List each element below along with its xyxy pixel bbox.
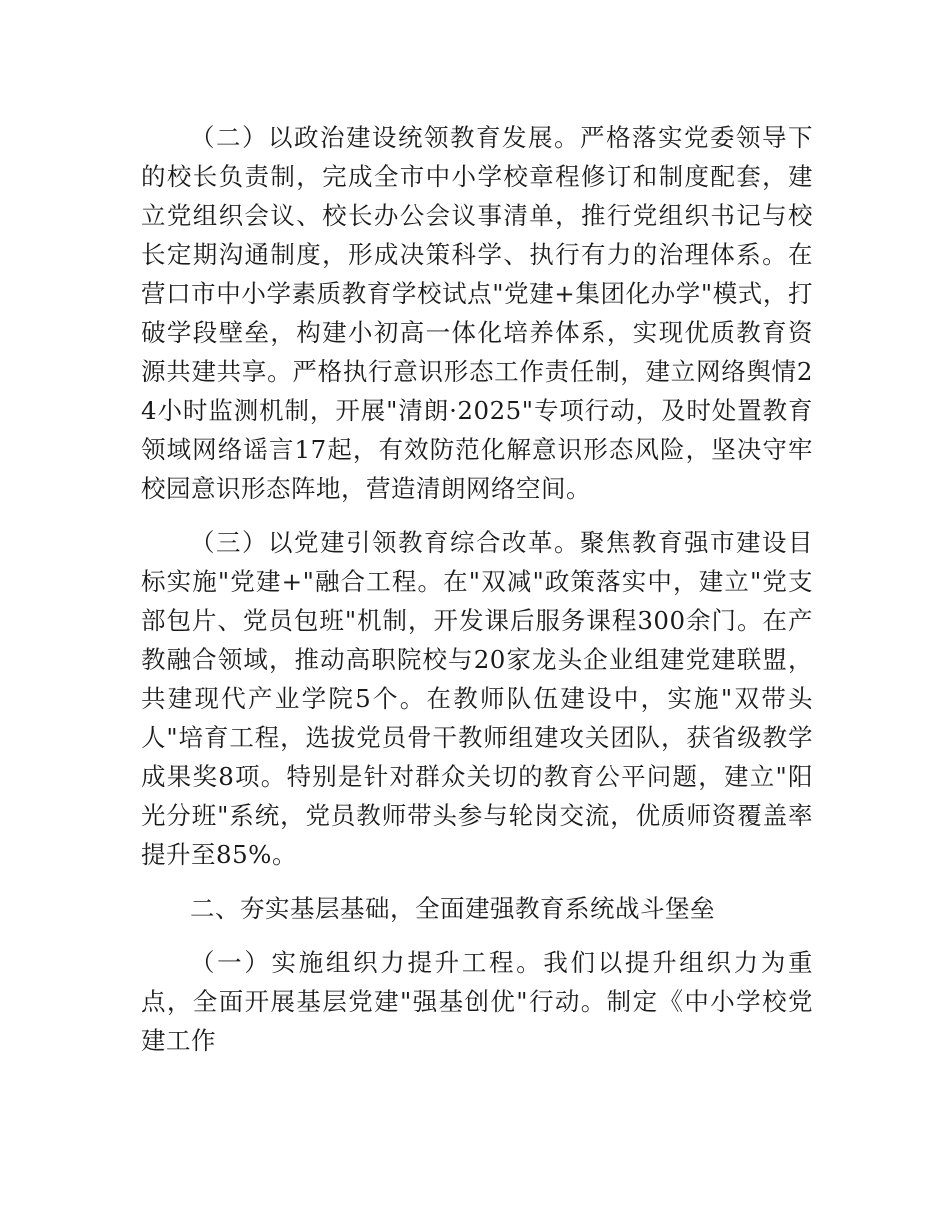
section-heading: 二、夯实基层基础，全面建强教育系统战斗堡垒	[190, 894, 715, 923]
paragraph-comprehensive-reform: （三）以党建引领教育综合改革。聚焦教育强市建设目标实施"党建+"融合工程。在"双减"政策落实中，建立"党支部包片、党员包班"机制，开发课后服务课程300余门。在产教融合领域，推动高职院校与20家龙头企业组建党建联盟，共建现代产业学院5个。在教师队伍建设中，实施"双带头人"培育工程，选拔党员骨干教师组建攻关团队，获省级教学成果奖8项。特别是针对群众关切的教育公平问题，建立"阳光分班"系统，党员教师带头参与轮岗交流，优质师资覆盖率提升至85%。	[141, 528, 813, 869]
paragraph-organization-improvement: （一）实施组织力提升工程。我们以提升组织力为重点，全面开展基层党建"强基创优"行动。制定《中小学校党建工作	[141, 948, 813, 1055]
paragraph-political-construction: （二）以政治建设统领教育发展。严格落实党委领导下的校长负责制，完成全市中小学校章程修订和制度配套，建立党组织会议、校长办公会议事清单，推行党组织书记与校长定期沟通制度，形成决策科学、执行有力的治理体系。在营口市中小学素质教育学校试点"党建+集团化办学"模式，打破学段壁垒，构建小初高一体化培养体系，实现优质教育资源共建共享。严格执行意识形态工作责任制，建立网络舆情24小时监测机制，开展"清朗·2025"专项行动，及时处置教育领域网络谣言17起，有效防范化解意识形态风险，坚决守牢校园意识形态阵地，营造清朗网络空间。	[141, 123, 813, 503]
document-body	[141, 118, 813, 1075]
